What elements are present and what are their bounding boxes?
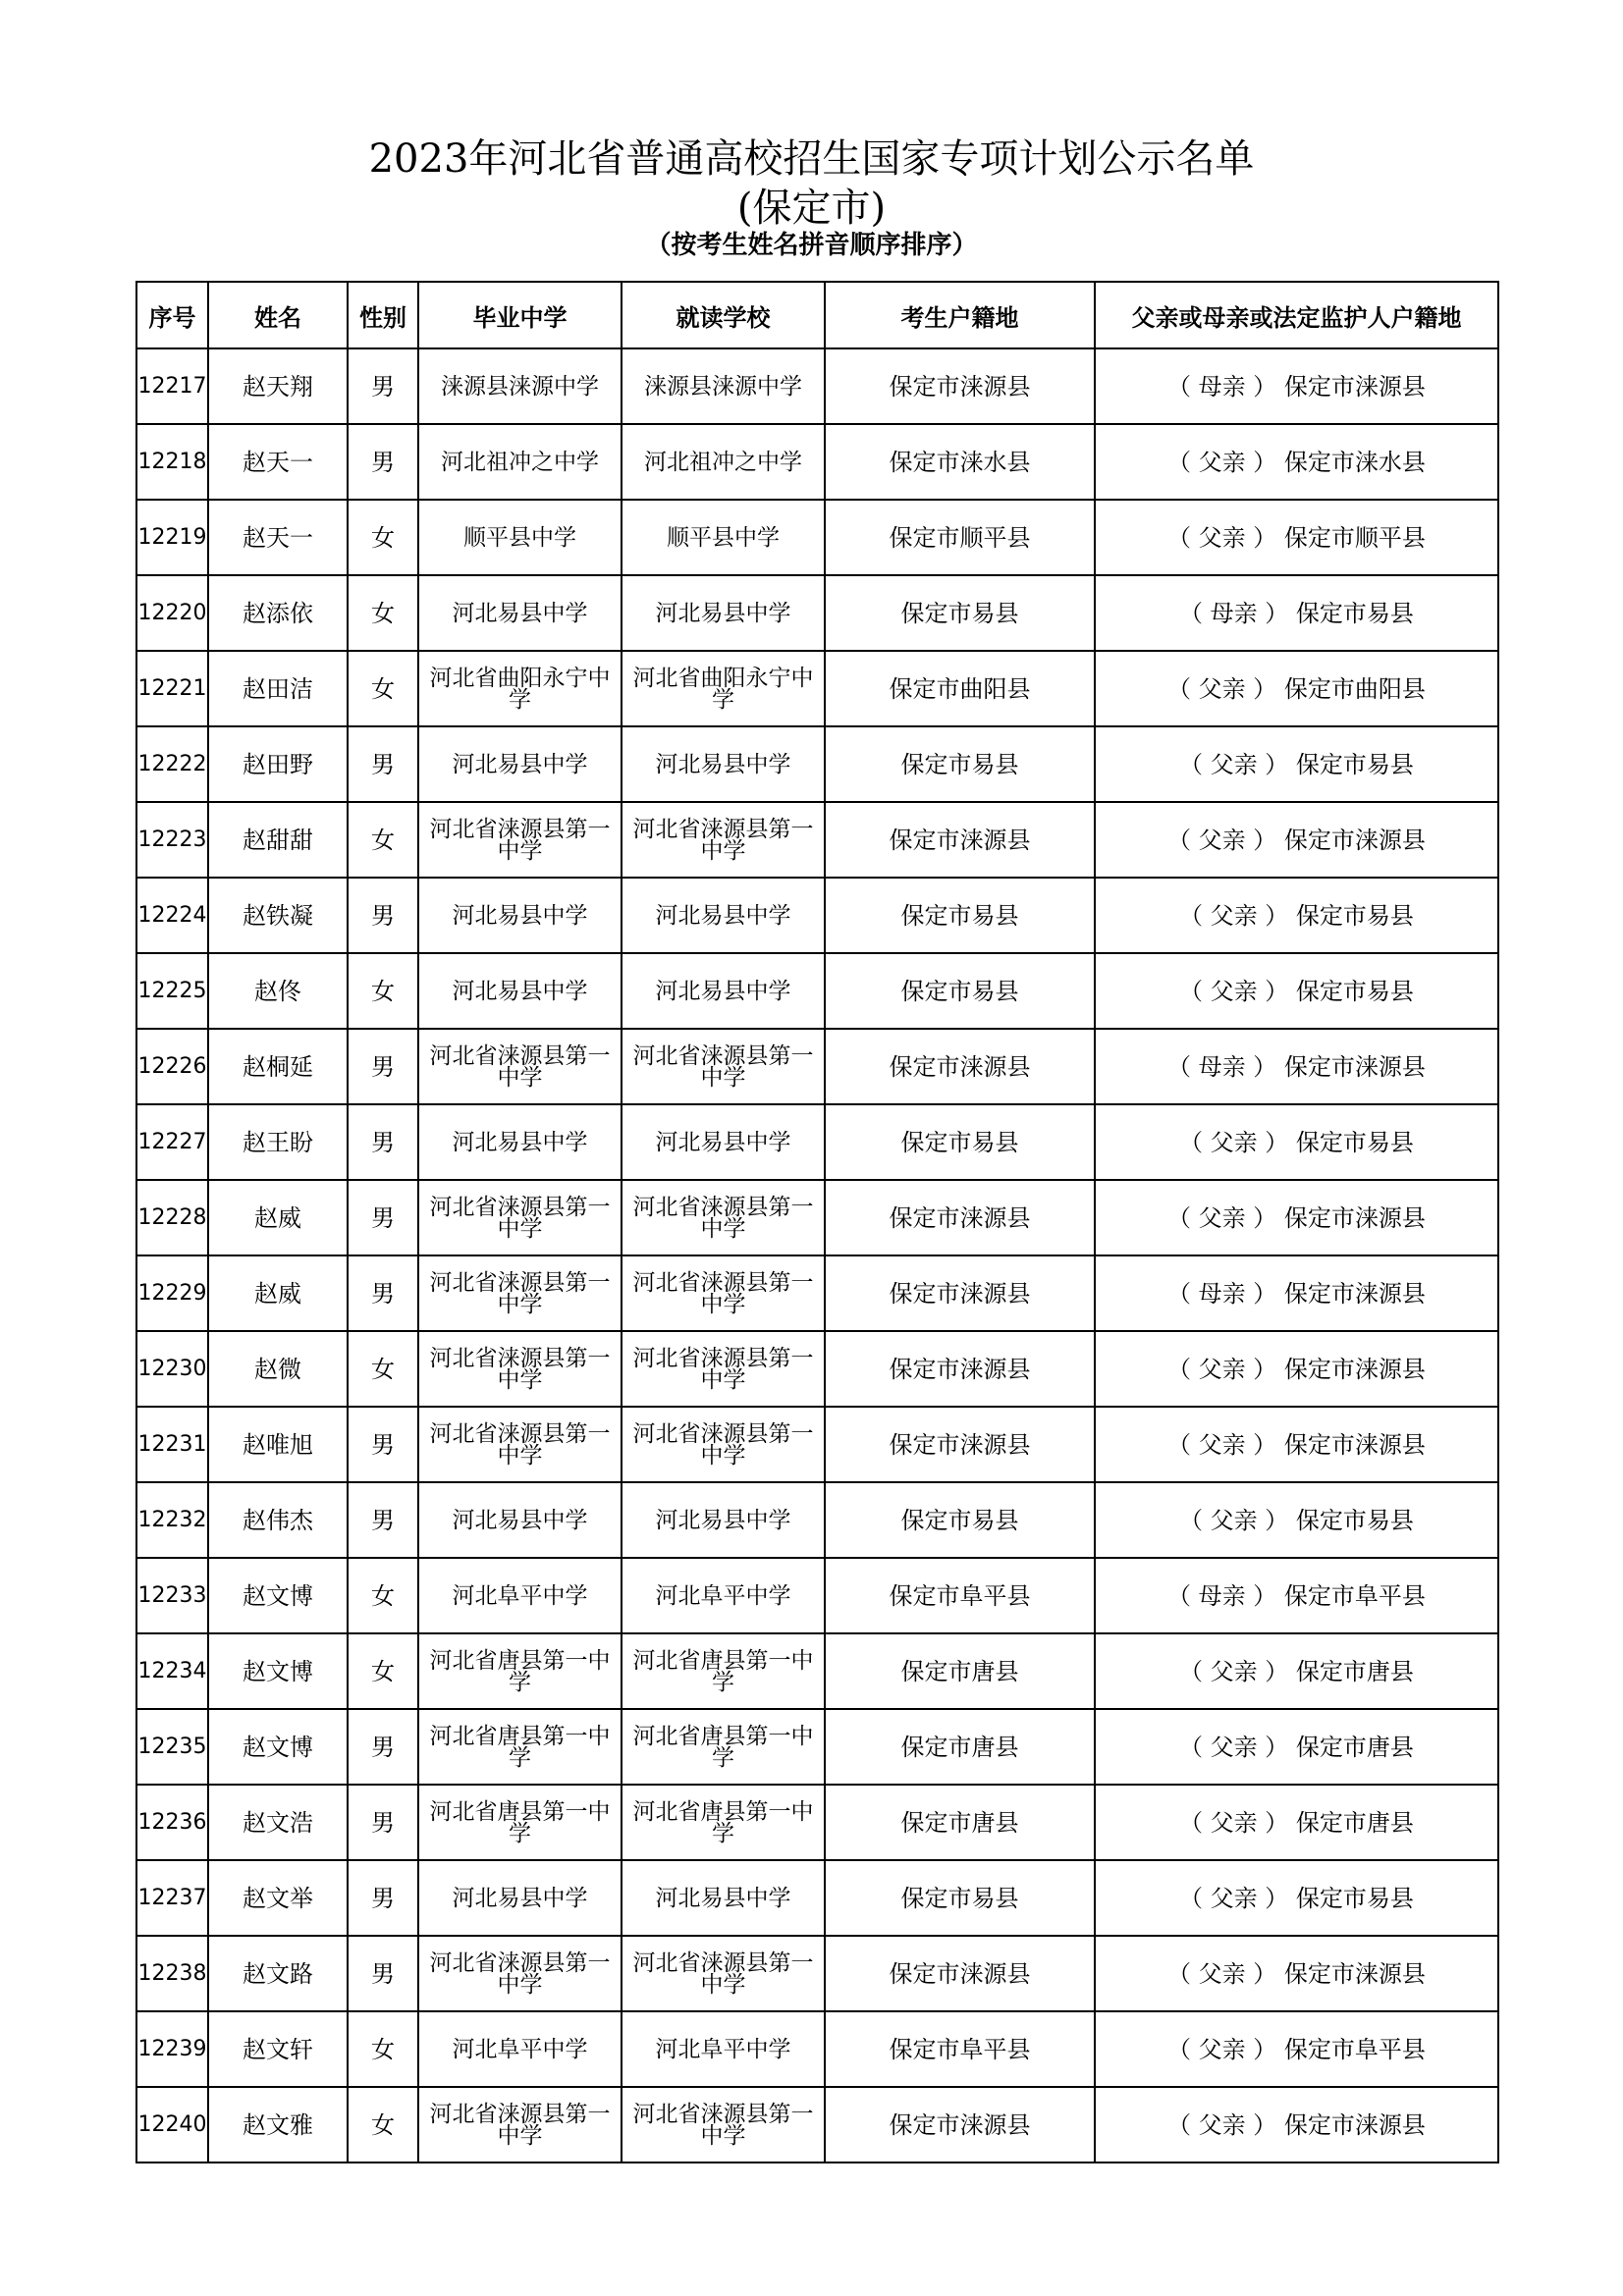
table-row [136, 1180, 1498, 1255]
cell-guardian-hukou: （ 父亲 ） 保定市涞源县 [1095, 1936, 1498, 2011]
cell-name: 赵伟杰 [208, 1482, 348, 1558]
cell-school: 河北省涞源县第一中学 [622, 1029, 825, 1104]
cell-hukou: 保定市阜平县 [825, 2011, 1095, 2087]
table-row [136, 348, 1498, 424]
cell-school: 涞源县涞源中学 [622, 348, 825, 424]
table-row [136, 500, 1498, 575]
cell-gender: 女 [348, 500, 418, 575]
cell-gender: 女 [348, 1331, 418, 1407]
cell-hukou: 保定市曲阳县 [825, 651, 1095, 726]
cell-seq: 12240 [136, 2087, 208, 2163]
cell-gender: 女 [348, 2011, 418, 2087]
table-row [136, 2011, 1498, 2087]
cell-gender: 女 [348, 575, 418, 651]
cell-seq: 12234 [136, 1633, 208, 1709]
cell-hukou: 保定市易县 [825, 575, 1095, 651]
cell-gender: 女 [348, 2087, 418, 2163]
cell-hukou: 保定市涞源县 [825, 1255, 1095, 1331]
cell-seq: 12232 [136, 1482, 208, 1558]
table-row [136, 651, 1498, 726]
cell-guardian-hukou: （ 父亲 ） 保定市涞源县 [1095, 802, 1498, 878]
cell-gender: 男 [348, 348, 418, 424]
cell-school: 河北省唐县第一中学 [622, 1709, 825, 1785]
cell-grad-school: 河北易县中学 [418, 726, 622, 802]
cell-name: 赵佟 [208, 953, 348, 1029]
cell-grad-school: 河北省涞源县第一中学 [418, 1331, 622, 1407]
cell-grad-school: 河北省涞源县第一中学 [418, 1180, 622, 1255]
cell-guardian-hukou: （ 父亲 ） 保定市顺平县 [1095, 500, 1498, 575]
table-row [136, 575, 1498, 651]
cell-hukou: 保定市易县 [825, 1860, 1095, 1936]
table-row [136, 1029, 1498, 1104]
table-row [136, 2087, 1498, 2163]
page-subtitle: (保定市) [736, 186, 887, 231]
table-row [136, 953, 1498, 1029]
cell-gender: 男 [348, 1104, 418, 1180]
cell-grad-school: 河北易县中学 [418, 1482, 622, 1558]
column-header-hukou: 考生户籍地 [825, 282, 1095, 348]
cell-gender: 女 [348, 802, 418, 878]
cell-grad-school: 河北易县中学 [418, 1104, 622, 1180]
cell-gender: 男 [348, 1255, 418, 1331]
cell-name: 赵文轩 [208, 2011, 348, 2087]
cell-name: 赵威 [208, 1180, 348, 1255]
cell-grad-school: 河北省涞源县第一中学 [418, 1029, 622, 1104]
cell-name: 赵铁凝 [208, 878, 348, 953]
cell-grad-school: 河北省涞源县第一中学 [418, 2087, 622, 2163]
cell-school: 河北易县中学 [622, 1482, 825, 1558]
cell-school: 河北易县中学 [622, 1860, 825, 1936]
cell-seq: 12226 [136, 1029, 208, 1104]
cell-guardian-hukou: （ 父亲 ） 保定市易县 [1095, 953, 1498, 1029]
table-header-row [136, 282, 1498, 348]
cell-guardian-hukou: （ 父亲 ） 保定市阜平县 [1095, 2011, 1498, 2087]
cell-school: 顺平县中学 [622, 500, 825, 575]
cell-name: 赵添依 [208, 575, 348, 651]
cell-school: 河北省涞源县第一中学 [622, 1331, 825, 1407]
cell-seq: 12235 [136, 1709, 208, 1785]
cell-hukou: 保定市涞源县 [825, 802, 1095, 878]
cell-seq: 12231 [136, 1407, 208, 1482]
cell-guardian-hukou: （ 父亲 ） 保定市涞水县 [1095, 424, 1498, 500]
cell-guardian-hukou: （ 父亲 ） 保定市涞源县 [1095, 1407, 1498, 1482]
cell-grad-school: 河北易县中学 [418, 1860, 622, 1936]
cell-hukou: 保定市阜平县 [825, 1558, 1095, 1633]
cell-guardian-hukou: （ 父亲 ） 保定市涞源县 [1095, 2087, 1498, 2163]
cell-gender: 男 [348, 1407, 418, 1482]
cell-name: 赵田洁 [208, 651, 348, 726]
cell-grad-school: 涞源县涞源中学 [418, 348, 622, 424]
cell-school: 河北易县中学 [622, 878, 825, 953]
cell-school: 河北省涞源县第一中学 [622, 1407, 825, 1482]
sort-note: （按考生姓名拼音顺序排序） [645, 231, 978, 260]
cell-grad-school: 河北祖冲之中学 [418, 424, 622, 500]
column-header-seq: 序号 [136, 282, 208, 348]
table-row [136, 1936, 1498, 2011]
cell-hukou: 保定市涞源县 [825, 348, 1095, 424]
cell-guardian-hukou: （ 父亲 ） 保定市易县 [1095, 1104, 1498, 1180]
cell-seq: 12228 [136, 1180, 208, 1255]
cell-grad-school: 河北易县中学 [418, 878, 622, 953]
table-row [136, 802, 1498, 878]
cell-gender: 女 [348, 1633, 418, 1709]
cell-gender: 男 [348, 726, 418, 802]
cell-gender: 男 [348, 1936, 418, 2011]
cell-name: 赵甜甜 [208, 802, 348, 878]
cell-name: 赵微 [208, 1331, 348, 1407]
table-row [136, 726, 1498, 802]
cell-seq: 12220 [136, 575, 208, 651]
cell-gender: 男 [348, 1860, 418, 1936]
column-header-gender: 性别 [348, 282, 418, 348]
cell-seq: 12227 [136, 1104, 208, 1180]
cell-grad-school: 河北省唐县第一中学 [418, 1633, 622, 1709]
column-header-name: 姓名 [208, 282, 348, 348]
cell-seq: 12233 [136, 1558, 208, 1633]
cell-seq: 12223 [136, 802, 208, 878]
cell-name: 赵文雅 [208, 2087, 348, 2163]
cell-hukou: 保定市唐县 [825, 1633, 1095, 1709]
cell-name: 赵威 [208, 1255, 348, 1331]
cell-name: 赵天一 [208, 500, 348, 575]
cell-name: 赵文路 [208, 1936, 348, 2011]
cell-school: 河北易县中学 [622, 726, 825, 802]
column-header-grad-school: 毕业中学 [418, 282, 622, 348]
cell-guardian-hukou: （ 父亲 ） 保定市唐县 [1095, 1633, 1498, 1709]
cell-school: 河北省涞源县第一中学 [622, 802, 825, 878]
cell-school: 河北祖冲之中学 [622, 424, 825, 500]
cell-hukou: 保定市涞源县 [825, 1936, 1095, 2011]
table-row [136, 1104, 1498, 1180]
cell-guardian-hukou: （ 父亲 ） 保定市易县 [1095, 1860, 1498, 1936]
cell-hukou: 保定市涞源县 [825, 1029, 1095, 1104]
cell-hukou: 保定市涞水县 [825, 424, 1095, 500]
cell-seq: 12230 [136, 1331, 208, 1407]
cell-seq: 12217 [136, 348, 208, 424]
cell-guardian-hukou: （ 母亲 ） 保定市阜平县 [1095, 1558, 1498, 1633]
cell-seq: 12239 [136, 2011, 208, 2087]
cell-seq: 12224 [136, 878, 208, 953]
table-row [136, 1709, 1498, 1785]
cell-school: 河北阜平中学 [622, 2011, 825, 2087]
cell-name: 赵桐延 [208, 1029, 348, 1104]
cell-school: 河北易县中学 [622, 953, 825, 1029]
cell-name: 赵天翔 [208, 348, 348, 424]
table-row [136, 1255, 1498, 1331]
cell-gender: 男 [348, 1180, 418, 1255]
cell-gender: 男 [348, 1482, 418, 1558]
cell-school: 河北省涞源县第一中学 [622, 1255, 825, 1331]
table-row [136, 1407, 1498, 1482]
cell-grad-school: 顺平县中学 [418, 500, 622, 575]
cell-gender: 女 [348, 651, 418, 726]
cell-grad-school: 河北易县中学 [418, 953, 622, 1029]
cell-guardian-hukou: （ 父亲 ） 保定市曲阳县 [1095, 651, 1498, 726]
cell-hukou: 保定市易县 [825, 953, 1095, 1029]
cell-grad-school: 河北省涞源县第一中学 [418, 1255, 622, 1331]
cell-gender: 男 [348, 424, 418, 500]
cell-name: 赵田野 [208, 726, 348, 802]
cell-gender: 男 [348, 1785, 418, 1860]
cell-guardian-hukou: （ 父亲 ） 保定市唐县 [1095, 1785, 1498, 1860]
cell-grad-school: 河北省涞源县第一中学 [418, 802, 622, 878]
cell-school: 河北易县中学 [622, 1104, 825, 1180]
page-title: 2023年河北省普通高校招生国家专项计划公示名单 [368, 136, 1255, 182]
cell-gender: 男 [348, 878, 418, 953]
roster-table [135, 281, 1499, 2163]
cell-school: 河北阜平中学 [622, 1558, 825, 1633]
cell-hukou: 保定市涞源县 [825, 1331, 1095, 1407]
cell-hukou: 保定市易县 [825, 1104, 1095, 1180]
table-row [136, 1860, 1498, 1936]
table-row [136, 1558, 1498, 1633]
cell-school: 河北易县中学 [622, 575, 825, 651]
cell-name: 赵文浩 [208, 1785, 348, 1860]
cell-seq: 12237 [136, 1860, 208, 1936]
cell-gender: 女 [348, 1558, 418, 1633]
cell-grad-school: 河北阜平中学 [418, 2011, 622, 2087]
cell-name: 赵唯旭 [208, 1407, 348, 1482]
cell-guardian-hukou: （ 父亲 ） 保定市易县 [1095, 878, 1498, 953]
column-header-school: 就读学校 [622, 282, 825, 348]
cell-seq: 12229 [136, 1255, 208, 1331]
cell-name: 赵文博 [208, 1709, 348, 1785]
cell-seq: 12219 [136, 500, 208, 575]
cell-grad-school: 河北省唐县第一中学 [418, 1785, 622, 1860]
cell-guardian-hukou: （ 母亲 ） 保定市易县 [1095, 575, 1498, 651]
cell-hukou: 保定市唐县 [825, 1709, 1095, 1785]
cell-gender: 男 [348, 1709, 418, 1785]
cell-seq: 12221 [136, 651, 208, 726]
table-body [136, 348, 1498, 2163]
column-header-guardian-hukou: 父亲或母亲或法定监护人户籍地 [1095, 282, 1498, 348]
cell-seq: 12222 [136, 726, 208, 802]
cell-guardian-hukou: （ 父亲 ） 保定市涞源县 [1095, 1331, 1498, 1407]
cell-seq: 12236 [136, 1785, 208, 1860]
cell-hukou: 保定市顺平县 [825, 500, 1095, 575]
table-row [136, 878, 1498, 953]
cell-hukou: 保定市涞源县 [825, 1180, 1095, 1255]
cell-grad-school: 河北省涞源县第一中学 [418, 1936, 622, 2011]
cell-seq: 12218 [136, 424, 208, 500]
cell-guardian-hukou: （ 母亲 ） 保定市涞源县 [1095, 348, 1498, 424]
cell-school: 河北省唐县第一中学 [622, 1633, 825, 1709]
cell-grad-school: 河北省唐县第一中学 [418, 1709, 622, 1785]
cell-name: 赵天一 [208, 424, 348, 500]
cell-hukou: 保定市涞源县 [825, 2087, 1095, 2163]
cell-guardian-hukou: （ 父亲 ） 保定市易县 [1095, 1482, 1498, 1558]
cell-school: 河北省涞源县第一中学 [622, 1936, 825, 2011]
cell-name: 赵文博 [208, 1633, 348, 1709]
table-row [136, 1331, 1498, 1407]
cell-name: 赵文举 [208, 1860, 348, 1936]
cell-guardian-hukou: （ 父亲 ） 保定市易县 [1095, 726, 1498, 802]
cell-gender: 女 [348, 953, 418, 1029]
cell-seq: 12225 [136, 953, 208, 1029]
cell-gender: 男 [348, 1029, 418, 1104]
cell-hukou: 保定市易县 [825, 1482, 1095, 1558]
cell-hukou: 保定市涞源县 [825, 1407, 1095, 1482]
cell-grad-school: 河北省曲阳永宁中学 [418, 651, 622, 726]
cell-guardian-hukou: （ 父亲 ） 保定市唐县 [1095, 1709, 1498, 1785]
table-row [136, 1785, 1498, 1860]
cell-seq: 12238 [136, 1936, 208, 2011]
cell-grad-school: 河北易县中学 [418, 575, 622, 651]
table-row [136, 1633, 1498, 1709]
table-row [136, 1482, 1498, 1558]
cell-hukou: 保定市易县 [825, 726, 1095, 802]
cell-grad-school: 河北省涞源县第一中学 [418, 1407, 622, 1482]
cell-grad-school: 河北阜平中学 [418, 1558, 622, 1633]
cell-guardian-hukou: （ 母亲 ） 保定市涞源县 [1095, 1255, 1498, 1331]
cell-name: 赵文博 [208, 1558, 348, 1633]
cell-guardian-hukou: （ 父亲 ） 保定市涞源县 [1095, 1180, 1498, 1255]
cell-guardian-hukou: （ 母亲 ） 保定市涞源县 [1095, 1029, 1498, 1104]
cell-school: 河北省唐县第一中学 [622, 1785, 825, 1860]
cell-school: 河北省曲阳永宁中学 [622, 651, 825, 726]
table-row [136, 424, 1498, 500]
cell-hukou: 保定市唐县 [825, 1785, 1095, 1860]
cell-name: 赵王盼 [208, 1104, 348, 1180]
cell-school: 河北省涞源县第一中学 [622, 2087, 825, 2163]
cell-hukou: 保定市易县 [825, 878, 1095, 953]
cell-school: 河北省涞源县第一中学 [622, 1180, 825, 1255]
